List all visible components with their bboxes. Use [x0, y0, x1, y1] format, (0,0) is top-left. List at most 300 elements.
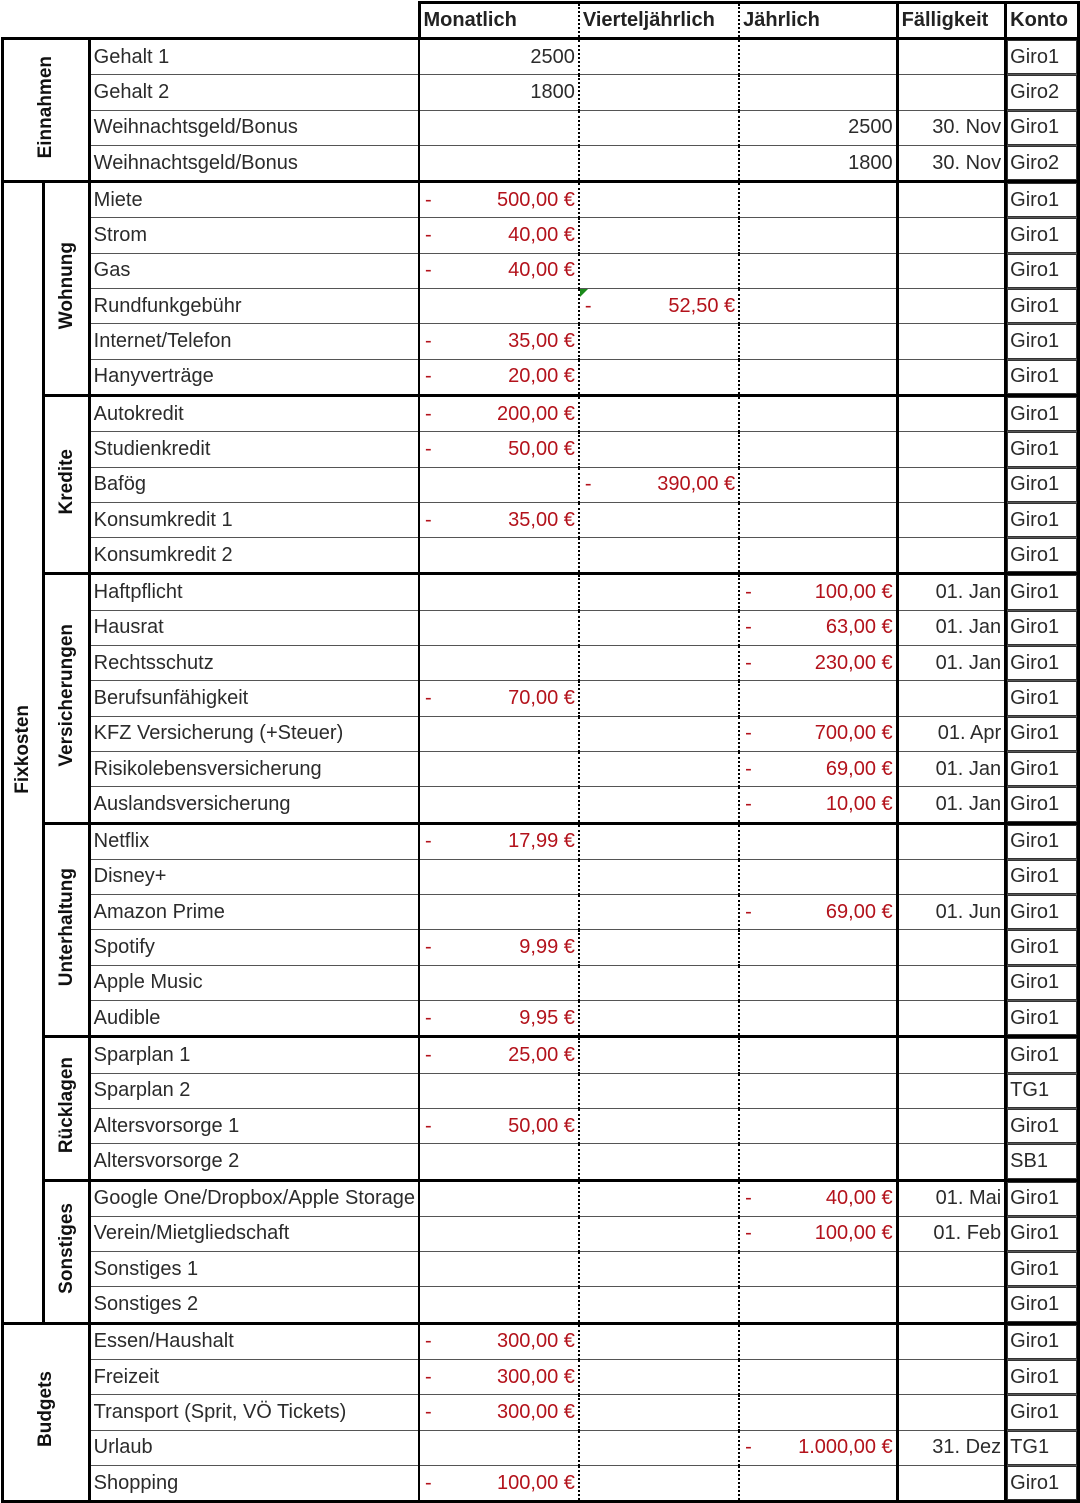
yearly-amount-cell[interactable]	[739, 646, 897, 681]
account-cell[interactable]: Giro1	[1006, 1180, 1079, 1216]
quarterly-amount-cell[interactable]	[579, 395, 739, 431]
quarterly-amount-cell[interactable]	[579, 751, 739, 786]
quarterly-amount-cell[interactable]	[579, 218, 739, 253]
due-date-cell[interactable]	[897, 324, 1006, 359]
item-label-cell[interactable]: Apple Music	[89, 965, 419, 1000]
due-date-cell[interactable]	[897, 1001, 1006, 1037]
yearly-amount-cell[interactable]	[739, 538, 897, 574]
negative-sign: -	[745, 900, 752, 923]
yearly-amount-cell[interactable]	[739, 324, 897, 359]
yearly-amount-cell[interactable]	[739, 787, 897, 823]
negative-sign: -	[425, 365, 432, 388]
monthly-amount-cell[interactable]	[419, 253, 579, 288]
due-date-cell[interactable]	[897, 432, 1006, 467]
yearly-amount-cell[interactable]	[739, 751, 897, 786]
due-date-cell[interactable]	[897, 930, 1006, 965]
monthly-amount-cell[interactable]	[419, 1108, 579, 1143]
quarterly-amount-cell[interactable]	[579, 110, 739, 145]
monthly-amount-cell[interactable]	[419, 538, 579, 574]
quarterly-amount-cell[interactable]	[579, 1465, 739, 1501]
account-cell[interactable]: Giro1	[1006, 1465, 1079, 1501]
monthly-amount-cell[interactable]	[419, 289, 579, 324]
due-date-cell[interactable]	[897, 467, 1006, 502]
monthly-amount-cell[interactable]	[419, 1430, 579, 1465]
quarterly-amount-cell[interactable]	[579, 182, 739, 218]
due-date-cell[interactable]	[897, 1073, 1006, 1108]
monthly-amount-cell[interactable]	[419, 1073, 579, 1108]
due-date-cell[interactable]	[897, 182, 1006, 218]
due-date-cell[interactable]	[897, 965, 1006, 1000]
quarterly-amount-cell[interactable]	[579, 1430, 739, 1465]
due-date-cell[interactable]: 30. Nov	[897, 145, 1006, 181]
subgroup-label-cell[interactable]	[44, 1037, 89, 1180]
monthly-amount: 9,99 €	[519, 936, 575, 959]
monthly-amount-cell[interactable]	[419, 432, 579, 467]
negative-sign: -	[425, 686, 432, 709]
item-label-cell[interactable]: Sonstiges 2	[89, 1287, 419, 1323]
table-row	[3, 432, 1079, 467]
due-date-cell[interactable]	[897, 1287, 1006, 1323]
monthly-amount-cell[interactable]	[419, 716, 579, 751]
account-cell[interactable]: Giro2	[1006, 145, 1079, 181]
yearly-amount-cell[interactable]	[739, 823, 897, 859]
monthly-amount-cell[interactable]	[419, 395, 579, 431]
item-label-cell[interactable]: Internet/Telefon	[89, 324, 419, 359]
monthly-amount-cell[interactable]	[419, 75, 579, 110]
quarterly-amount-cell[interactable]	[579, 1359, 739, 1394]
yearly-amount-cell[interactable]	[739, 859, 897, 894]
account-cell[interactable]: Giro1	[1006, 110, 1079, 145]
due-date-cell[interactable]: 01. Mai	[897, 1180, 1006, 1216]
due-date-cell[interactable]	[897, 823, 1006, 859]
due-date-cell[interactable]	[897, 75, 1006, 110]
account-cell[interactable]: Giro1	[1006, 751, 1079, 786]
header-account[interactable]: Konto	[1006, 3, 1079, 39]
yearly-amount-cell[interactable]	[739, 1216, 897, 1251]
yearly-amount-cell[interactable]	[739, 502, 897, 537]
monthly-amount-cell[interactable]	[419, 1395, 579, 1430]
item-label-cell[interactable]: Amazon Prime	[89, 895, 419, 930]
due-date-cell[interactable]	[897, 253, 1006, 288]
monthly-amount-cell[interactable]	[419, 1144, 579, 1180]
quarterly-amount-cell[interactable]	[579, 253, 739, 288]
subgroup-label-cell[interactable]	[44, 823, 89, 1037]
item-label-cell[interactable]: Disney+	[89, 859, 419, 894]
quarterly-amount-cell[interactable]	[579, 646, 739, 681]
quarterly-amount-cell[interactable]	[579, 681, 739, 716]
due-date-cell[interactable]: 01. Jun	[897, 895, 1006, 930]
account-cell[interactable]: Giro1	[1006, 716, 1079, 751]
table-row	[3, 1287, 1079, 1323]
monthly-amount: 35,00 €	[508, 330, 575, 353]
account-cell[interactable]: Giro1	[1006, 930, 1079, 965]
table-row	[3, 1073, 1079, 1108]
quarterly-amount-cell[interactable]	[579, 324, 739, 359]
due-date-cell[interactable]	[897, 359, 1006, 395]
yearly-amount-cell[interactable]	[739, 1144, 897, 1180]
monthly-amount-cell[interactable]	[419, 359, 579, 395]
due-date-cell[interactable]: 01. Jan	[897, 610, 1006, 645]
account-cell[interactable]: Giro1	[1006, 432, 1079, 467]
table-row	[3, 395, 1079, 431]
yearly-amount-cell[interactable]	[739, 574, 897, 610]
monthly-amount-cell[interactable]	[419, 823, 579, 859]
monthly-amount: 40,00 €	[508, 259, 575, 282]
due-date-cell[interactable]: 01. Jan	[897, 787, 1006, 823]
item-label-cell[interactable]: Hanyverträge	[89, 359, 419, 395]
table-row	[3, 289, 1079, 324]
item-label-cell[interactable]: Risikolebensversicherung	[89, 751, 419, 786]
item-label-cell[interactable]: Verein/Mietgliedschaft	[89, 1216, 419, 1251]
quarterly-amount-cell[interactable]	[579, 1037, 739, 1073]
monthly-amount: 35,00 €	[508, 508, 575, 531]
account-cell[interactable]: Giro1	[1006, 253, 1079, 288]
monthly-amount-cell[interactable]	[419, 787, 579, 823]
quarterly-amount-cell[interactable]	[579, 1252, 739, 1287]
item-label-cell[interactable]: KFZ Versicherung (+Steuer)	[89, 716, 419, 751]
quarterly-amount-cell[interactable]	[579, 289, 739, 324]
account-cell[interactable]: Giro1	[1006, 574, 1079, 610]
account-cell[interactable]: Giro1	[1006, 1037, 1079, 1073]
quarterly-amount-cell[interactable]	[579, 1073, 739, 1108]
due-date-cell[interactable]	[897, 289, 1006, 324]
header-quarterly[interactable]: Vierteljährlich	[579, 3, 739, 39]
monthly-amount: 300,00 €	[497, 1400, 575, 1423]
monthly-amount-cell[interactable]	[419, 182, 579, 218]
item-label-cell[interactable]: Haftpflicht	[89, 574, 419, 610]
monthly-amount-cell[interactable]	[419, 1001, 579, 1037]
due-date-cell[interactable]	[897, 395, 1006, 431]
item-label-cell[interactable]: Gas	[89, 253, 419, 288]
monthly-amount-cell[interactable]	[419, 1287, 579, 1323]
monthly-amount-cell[interactable]	[419, 145, 579, 181]
monthly-amount-cell[interactable]	[419, 965, 579, 1000]
item-label-cell[interactable]: Transport (Sprit, VÖ Tickets)	[89, 1395, 419, 1430]
table-row	[3, 823, 1079, 859]
quarterly-amount-cell[interactable]	[579, 895, 739, 930]
yearly-amount-cell[interactable]	[739, 716, 897, 751]
item-label-cell[interactable]: Strom	[89, 218, 419, 253]
account-cell[interactable]: Giro1	[1006, 965, 1079, 1000]
account-cell[interactable]: Giro1	[1006, 1287, 1079, 1323]
quarterly-amount-cell[interactable]	[579, 359, 739, 395]
subgroup-label-cell[interactable]	[44, 182, 89, 396]
quarterly-amount-cell[interactable]	[579, 1216, 739, 1251]
header-monthly[interactable]: Monatlich	[419, 3, 579, 39]
item-label-cell[interactable]: Altersvorsorge 1	[89, 1108, 419, 1143]
monthly-amount-cell[interactable]	[419, 1323, 579, 1359]
quarterly-amount-cell[interactable]	[579, 1001, 739, 1037]
quarterly-amount-cell[interactable]	[579, 1108, 739, 1143]
item-label-cell[interactable]: Shopping	[89, 1465, 419, 1501]
table-row	[3, 1359, 1079, 1394]
yearly-amount: 69,00 €	[825, 757, 893, 780]
yearly-amount-cell[interactable]	[739, 395, 897, 431]
negative-sign: -	[425, 1114, 432, 1137]
monthly-amount-cell[interactable]	[419, 1252, 579, 1287]
due-date-cell[interactable]	[897, 1252, 1006, 1287]
yearly-amount-cell[interactable]	[739, 930, 897, 965]
yearly-amount-cell[interactable]	[739, 1252, 897, 1287]
due-date-cell[interactable]	[897, 1323, 1006, 1359]
monthly-amount-cell[interactable]	[419, 895, 579, 930]
due-date-cell[interactable]	[897, 859, 1006, 894]
monthly-amount-cell[interactable]	[419, 930, 579, 965]
account-cell[interactable]: Giro1	[1006, 39, 1079, 75]
monthly-amount-cell[interactable]	[419, 502, 579, 537]
item-label-cell[interactable]: Miete	[89, 182, 419, 218]
due-date-cell[interactable]: 01. Jan	[897, 646, 1006, 681]
monthly-amount-cell[interactable]	[419, 1465, 579, 1501]
subgroup-label-cell[interactable]	[44, 574, 89, 823]
header-row	[3, 3, 1079, 39]
account-cell[interactable]: Giro1	[1006, 182, 1079, 218]
quarterly-amount-cell[interactable]	[579, 823, 739, 859]
item-label-cell[interactable]: Konsumkredit 2	[89, 538, 419, 574]
yearly-amount-cell[interactable]	[739, 1073, 897, 1108]
yearly-amount-cell[interactable]	[739, 182, 897, 218]
item-label-cell[interactable]: Gehalt 1	[89, 39, 419, 75]
header-yearly[interactable]: Jährlich	[739, 3, 897, 39]
quarterly-amount-cell[interactable]	[579, 965, 739, 1000]
account-cell[interactable]: SB1	[1006, 1144, 1079, 1180]
due-date-cell[interactable]	[897, 538, 1006, 574]
yearly-amount-cell[interactable]	[739, 110, 897, 145]
table-row	[3, 182, 1079, 218]
quarterly-amount-cell[interactable]	[579, 1180, 739, 1216]
yearly-amount-cell[interactable]	[739, 253, 897, 288]
quarterly-amount-cell[interactable]	[579, 610, 739, 645]
monthly-amount-cell[interactable]	[419, 1216, 579, 1251]
due-date-cell[interactable]	[897, 1037, 1006, 1073]
due-date-cell[interactable]	[897, 1144, 1006, 1180]
table-row	[3, 538, 1079, 574]
item-label-cell[interactable]: Weihnachtsgeld/Bonus	[89, 145, 419, 181]
yearly-amount-cell[interactable]	[739, 895, 897, 930]
yearly-amount-cell[interactable]	[739, 145, 897, 181]
item-label-cell[interactable]: Sparplan 2	[89, 1073, 419, 1108]
monthly-amount-cell[interactable]	[419, 751, 579, 786]
account-cell[interactable]: Giro1	[1006, 1216, 1079, 1251]
account-cell[interactable]: Giro1	[1006, 895, 1079, 930]
subgroup-label-cell[interactable]	[44, 395, 89, 573]
table-row	[3, 1108, 1079, 1143]
negative-sign: -	[745, 1222, 752, 1245]
account-cell[interactable]: Giro1	[1006, 218, 1079, 253]
yearly-amount-cell[interactable]	[739, 1465, 897, 1501]
account-cell[interactable]: Giro1	[1006, 324, 1079, 359]
account-cell[interactable]: Giro1	[1006, 467, 1079, 502]
quarterly-amount-cell[interactable]	[579, 145, 739, 181]
quarterly-amount-cell[interactable]	[579, 1144, 739, 1180]
table-row	[3, 1430, 1079, 1465]
quarterly-amount-cell[interactable]	[579, 538, 739, 574]
quarterly-amount-cell[interactable]	[579, 574, 739, 610]
quarterly-amount-cell[interactable]	[579, 1323, 739, 1359]
account-cell[interactable]: Giro1	[1006, 359, 1079, 395]
item-label-cell[interactable]: Studienkredit	[89, 432, 419, 467]
account-cell[interactable]: Giro1	[1006, 1001, 1079, 1037]
due-date-cell[interactable]	[897, 1108, 1006, 1143]
yearly-amount-cell[interactable]	[739, 1037, 897, 1073]
due-date-cell[interactable]	[897, 218, 1006, 253]
yearly-amount-cell[interactable]	[739, 681, 897, 716]
quarterly-amount-cell[interactable]	[579, 432, 739, 467]
account-cell[interactable]: Giro1	[1006, 610, 1079, 645]
monthly-amount-cell[interactable]	[419, 574, 579, 610]
item-label-cell[interactable]: Bafög	[89, 467, 419, 502]
monthly-amount-cell[interactable]	[419, 218, 579, 253]
account-cell[interactable]: Giro1	[1006, 823, 1079, 859]
monthly-amount-cell[interactable]	[419, 681, 579, 716]
item-label-cell[interactable]: Altersvorsorge 2	[89, 1144, 419, 1180]
item-label-cell[interactable]: Essen/Haushalt	[89, 1323, 419, 1359]
yearly-amount-cell[interactable]	[739, 965, 897, 1000]
account-cell[interactable]: Giro1	[1006, 289, 1079, 324]
yearly-amount-cell[interactable]	[739, 467, 897, 502]
monthly-amount-cell[interactable]	[419, 467, 579, 502]
item-label-cell[interactable]: Urlaub	[89, 1430, 419, 1465]
item-label-cell[interactable]: Google One/Dropbox/Apple Storage	[89, 1180, 419, 1216]
monthly-amount-cell[interactable]	[419, 646, 579, 681]
quarterly-amount-cell[interactable]	[579, 716, 739, 751]
quarterly-amount-cell[interactable]	[579, 39, 739, 75]
due-date-cell[interactable]: 01. Jan	[897, 751, 1006, 786]
monthly-amount-cell[interactable]	[419, 324, 579, 359]
account-cell[interactable]: Giro2	[1006, 75, 1079, 110]
due-date-cell[interactable]: 01. Feb	[897, 1216, 1006, 1251]
yearly-amount-cell[interactable]	[739, 1395, 897, 1430]
yearly-amount-cell[interactable]	[739, 218, 897, 253]
due-date-cell[interactable]	[897, 681, 1006, 716]
quarterly-amount-cell[interactable]	[579, 502, 739, 537]
negative-sign: -	[425, 508, 432, 531]
quarterly-amount-cell[interactable]	[579, 859, 739, 894]
account-cell[interactable]: Giro1	[1006, 859, 1079, 894]
yearly-amount-cell[interactable]	[739, 75, 897, 110]
subgroup-label: Rücklagen	[55, 1057, 77, 1154]
account-cell[interactable]: Giro1	[1006, 538, 1079, 574]
account-cell[interactable]: Giro1	[1006, 646, 1079, 681]
negative-sign: -	[584, 473, 592, 496]
yearly-amount-cell[interactable]	[739, 1430, 897, 1465]
quarterly-amount-cell[interactable]	[579, 1287, 739, 1323]
negative-sign: -	[425, 224, 432, 247]
item-label-cell[interactable]: Auslandsversicherung	[89, 787, 419, 823]
due-date-cell[interactable]: 30. Nov	[897, 110, 1006, 145]
item-label-cell[interactable]: Sparplan 1	[89, 1037, 419, 1073]
account-cell[interactable]: Giro1	[1006, 395, 1079, 431]
item-label-cell[interactable]: Rundfunkgebühr	[89, 289, 419, 324]
table-row	[3, 751, 1079, 786]
group-label-cell[interactable]	[3, 182, 44, 1324]
yearly-amount-cell[interactable]	[739, 359, 897, 395]
yearly-amount: 10,00 €	[825, 792, 893, 815]
monthly-amount-cell[interactable]	[419, 110, 579, 145]
monthly-amount: 100,00 €	[497, 1471, 575, 1494]
quarterly-amount-cell[interactable]	[579, 467, 739, 502]
table-row	[3, 965, 1079, 1000]
group-label-cell[interactable]	[3, 1323, 90, 1501]
subgroup-label: Kredite	[55, 448, 77, 515]
table-row	[3, 218, 1079, 253]
yearly-amount-cell[interactable]	[739, 1180, 897, 1216]
yearly-amount-cell[interactable]	[739, 1323, 897, 1359]
quarterly-amount-cell[interactable]	[579, 1395, 739, 1430]
monthly-amount-cell[interactable]	[419, 39, 579, 75]
due-date-cell[interactable]: 01. Apr	[897, 716, 1006, 751]
negative-sign: -	[425, 437, 432, 460]
subgroup-label-cell[interactable]	[44, 1180, 89, 1323]
yearly-amount-cell[interactable]	[739, 610, 897, 645]
item-label-cell[interactable]: Gehalt 2	[89, 75, 419, 110]
item-label-cell[interactable]: Berufsunfähigkeit	[89, 681, 419, 716]
negative-sign: -	[425, 259, 432, 282]
header-due[interactable]: Fälligkeit	[897, 3, 1006, 39]
table-row	[3, 859, 1079, 894]
quarterly-amount-cell[interactable]	[579, 930, 739, 965]
monthly-amount-cell[interactable]	[419, 1037, 579, 1073]
item-label-cell[interactable]: Autokredit	[89, 395, 419, 431]
quarterly-amount-cell[interactable]	[579, 75, 739, 110]
subgroup-label: Versicherungen	[55, 624, 77, 767]
monthly-amount-cell[interactable]	[419, 1180, 579, 1216]
due-date-cell[interactable]: 01. Jan	[897, 574, 1006, 610]
yearly-amount-cell[interactable]	[739, 39, 897, 75]
due-date-cell[interactable]	[897, 1465, 1006, 1501]
item-label-cell[interactable]: Konsumkredit 1	[89, 502, 419, 537]
item-label-cell[interactable]: Spotify	[89, 930, 419, 965]
monthly-amount-cell[interactable]	[419, 1359, 579, 1394]
item-label-cell[interactable]: Audible	[89, 1001, 419, 1037]
account-cell[interactable]: Giro1	[1006, 1323, 1079, 1359]
item-label-cell[interactable]: Sonstiges 1	[89, 1252, 419, 1287]
account-cell[interactable]: Giro1	[1006, 681, 1079, 716]
due-date-cell[interactable]: 31. Dez	[897, 1430, 1006, 1465]
account-cell[interactable]: Giro1	[1006, 787, 1079, 823]
yearly-amount-cell[interactable]	[739, 1287, 897, 1323]
quarterly-amount-cell[interactable]	[579, 787, 739, 823]
account-cell[interactable]: Giro1	[1006, 1395, 1079, 1430]
yearly-amount-cell[interactable]	[739, 1001, 897, 1037]
yearly-amount-cell[interactable]	[739, 1359, 897, 1394]
item-label-cell[interactable]: Rechtsschutz	[89, 646, 419, 681]
account-cell[interactable]: Giro1	[1006, 1359, 1079, 1394]
item-label-cell[interactable]: Netflix	[89, 823, 419, 859]
negative-sign: -	[425, 188, 432, 211]
due-date-cell[interactable]	[897, 1359, 1006, 1394]
account-cell[interactable]: Giro1	[1006, 502, 1079, 537]
yearly-amount-cell[interactable]	[739, 432, 897, 467]
account-cell[interactable]: Giro1	[1006, 1108, 1079, 1143]
due-date-cell[interactable]	[897, 502, 1006, 537]
yearly-amount-cell[interactable]	[739, 1108, 897, 1143]
item-label-cell[interactable]: Freizeit	[89, 1359, 419, 1394]
due-date-cell[interactable]	[897, 39, 1006, 75]
account-cell[interactable]: TG1	[1006, 1073, 1079, 1108]
yearly-amount-cell[interactable]	[739, 289, 897, 324]
due-date-cell[interactable]	[897, 1395, 1006, 1430]
account-cell[interactable]: Giro1	[1006, 1252, 1079, 1287]
table-row	[3, 75, 1079, 110]
account-cell[interactable]: TG1	[1006, 1430, 1079, 1465]
item-label-cell[interactable]: Weihnachtsgeld/Bonus	[89, 110, 419, 145]
group-label-cell[interactable]	[3, 39, 90, 182]
monthly-amount-cell[interactable]	[419, 610, 579, 645]
monthly-amount-cell[interactable]	[419, 859, 579, 894]
monthly-amount: 50,00 €	[508, 437, 575, 460]
item-label-cell[interactable]: Hausrat	[89, 610, 419, 645]
